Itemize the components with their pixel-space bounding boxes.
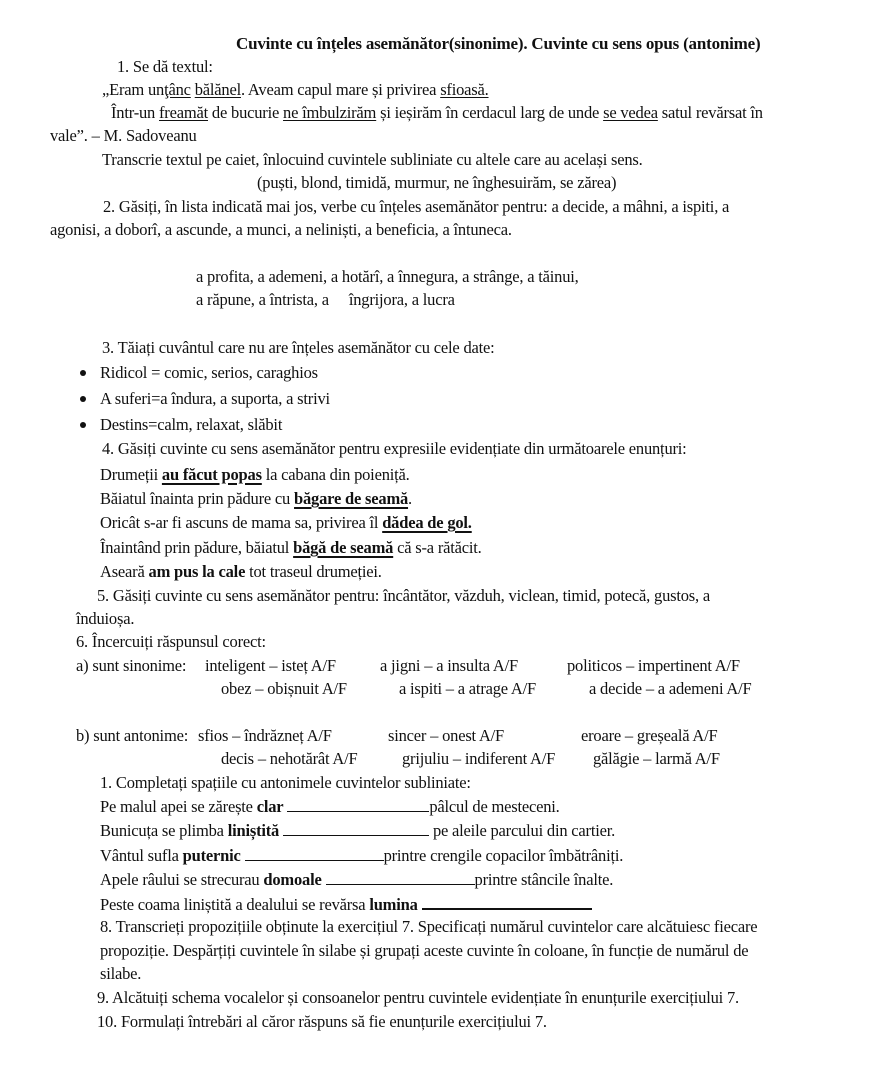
text: Vântul sufla (100, 846, 183, 865)
ex3-item: A suferi=a îndura, a suporta, a strivi (100, 389, 330, 408)
ex6-b-item: grijuliu – indiferent A/F (402, 749, 556, 768)
text: tot traseul drumeției. (245, 562, 382, 581)
bold-word: clar (256, 797, 284, 816)
ex5-line1: 5. Găsiți cuvinte cu sens asemănător pentru: încântător, văzduh, viclean, timid, potecă, gustos, a (97, 586, 710, 605)
ex6-a-item: obez – obișnuit A/F (221, 679, 347, 698)
ex6-b-item: eroare – greșeală A/F (581, 726, 718, 745)
ex6-b-item: sincer – onest A/F (388, 726, 505, 745)
text: . Aveam capul mare și privirea (240, 80, 441, 99)
underlined-word: freamăt (159, 103, 208, 122)
ex4-sentence (100, 513, 472, 533)
ex6-a-item: inteligent – isteț A/F (205, 656, 336, 675)
answer-blank[interactable] (283, 821, 429, 836)
bullet-icon (80, 422, 86, 428)
ex7-sentence (100, 870, 613, 890)
ex1-instruction: Transcrie textul pe caiet, înlocuind cuvintele subliniate cu altele care au același sens. (102, 150, 643, 169)
ex3-item: Destins=calm, relaxat, slăbit (100, 415, 283, 434)
text: Apele râului se strecurau (100, 870, 264, 889)
ex4-sentence (100, 489, 412, 509)
underlined-word: ţânc (164, 80, 191, 99)
ex6-a-item: a decide – a ademeni A/F (589, 679, 752, 698)
bold-word: liniștită (227, 821, 280, 840)
ex2-line1: 2. Găsiți, în lista indicată mai jos, verbe cu înțeles asemănător pentru: a decide, a mâhni, a ispiti, a (103, 197, 730, 216)
ex6-b-item: gălăgie – larmă A/F (593, 749, 720, 768)
text: Drumeții (100, 465, 162, 484)
ex3-item: Ridicol = comic, serios, caraghios (100, 363, 318, 382)
ex6-heading: 6. Încercuiți răspunsul corect: (76, 632, 266, 651)
bullet-icon (80, 396, 86, 402)
text: de bucurie (208, 103, 284, 122)
ex7-heading: 1. Completați spațiile cu antonimele cuvintelor subliniate: (100, 773, 471, 792)
underlined-word: se vedea (603, 103, 658, 122)
ex10-text: 10. Formulați întrebări al căror răspuns să fie enunțurile exercițiului 7. (97, 1012, 547, 1031)
ex5-line2: înduioșa. (76, 609, 135, 628)
highlighted-expression: am pus la cale (148, 562, 246, 581)
ex3-heading: 3. Tăiați cuvântul care nu are înțeles asemănător cu cele date: (102, 338, 495, 357)
highlighted-expression: dădea de gol. (382, 513, 472, 532)
text: la cabana din poieniță. (261, 465, 410, 484)
ex6-a-item: politicos – impertinent A/F (567, 656, 740, 675)
text: printre crengile copacilor îmbătrâniți. (383, 846, 624, 865)
ex6-a-label: a) sunt sinonime: (76, 656, 187, 675)
ex4-sentence (100, 538, 482, 558)
ex2-line2: agonisi, a doborî, a ascunde, a munci, a neliniști, a beneficia, a întuneca. (50, 220, 512, 239)
text: . (408, 489, 412, 508)
ex1-hint: (puști, blond, timidă, murmur, ne înghesuirăm, se zărea) (257, 173, 617, 192)
text: Băiatul înainta prin pădure cu (100, 489, 295, 508)
highlighted-expression: băgare de seamă (294, 489, 409, 508)
text: îngrijora, a lucra (348, 290, 455, 309)
bullet-icon (80, 370, 86, 376)
text: că s-a rătăcit. (393, 538, 482, 557)
ex4-sentence (100, 465, 410, 485)
ex6-b-item: decis – nehotărât A/F (221, 749, 358, 768)
bold-word: lumina (369, 895, 418, 914)
underlined-word: sfioasă. (440, 80, 489, 99)
ex1-heading: 1. Se dă textul: (117, 57, 213, 76)
highlighted-expression: băgă de seamă (293, 538, 394, 557)
ex8-line1: 8. Transcrieți propozițiile obținute la exercițiul 7. Specificați numărul cuvintelor care alcătuiesc fiecare (100, 917, 758, 936)
ex2-list-line2 (196, 290, 455, 310)
ex6-b-item: sfios – îndrăzneț A/F (198, 726, 332, 745)
answer-blank[interactable] (245, 846, 384, 861)
ex6-a-item: a ispiti – a atrage A/F (399, 679, 536, 698)
ex4-sentence (100, 562, 382, 582)
ex4-heading: 4. Găsiți cuvinte cu sens asemănător pentru expresiile evidențiate din următoarele enunțuri: (102, 439, 687, 458)
answer-blank[interactable] (422, 894, 592, 910)
ex1-text-line1 (102, 80, 489, 100)
ex2-list-line1: a profita, a ademeni, a hotărî, a înnegura, a strânge, a tăinui, (196, 267, 579, 286)
ex1-text-line2 (111, 103, 763, 123)
text: pâlcul de mesteceni. (429, 797, 560, 816)
text: a răpune, a întrista, a (196, 290, 329, 309)
answer-blank[interactable] (326, 870, 475, 885)
text: Bunicuța se plimba (100, 821, 228, 840)
bold-word: puternic (182, 846, 241, 865)
text: și ieșirăm în cerdacul larg de unde (376, 103, 604, 122)
text: satul revărsat în (657, 103, 763, 122)
text: Peste coama liniștită a dealului se revărsa (100, 895, 370, 914)
ex7-sentence (100, 846, 623, 866)
text: printre stâncile înalte. (474, 870, 614, 889)
text: Oricât s-ar fi ascuns de mama sa, privirea îl (100, 513, 383, 532)
underlined-word: bălănel (194, 80, 241, 99)
ex7-sentence (100, 821, 615, 841)
highlighted-expression: au făcut popas (161, 465, 262, 484)
bold-word: domoale (263, 870, 322, 889)
text: Într-un (111, 103, 160, 122)
ex9-text: 9. Alcătuiți schema vocalelor și consoanelor pentru cuvintele evidențiate în enunțurile exercițiului 7. (97, 988, 739, 1007)
answer-blank[interactable] (287, 797, 429, 812)
text: Aseară (100, 562, 149, 581)
text: „Eram un (102, 80, 165, 99)
ex6-b-label: b) sunt antonime: (76, 726, 189, 745)
underlined-word: ne îmbulzirăm (283, 103, 377, 122)
ex7-sentence (100, 894, 592, 915)
ex8-line2: propoziție. Despărțiți cuvintele în silabe și grupați aceste cuvinte în coloane, în funcție de numărul de (100, 941, 749, 960)
text: Înaintând prin pădure, băiatul (100, 538, 294, 557)
page-title: Cuvinte cu înțeles asemănător(sinonime). Cuvinte cu sens opus (antonime) (236, 34, 761, 53)
ex6-a-item: a jigni – a insulta A/F (380, 656, 518, 675)
text: Pe malul apei se zărește (100, 797, 257, 816)
text: pe aleile parcului din cartier. (429, 821, 616, 840)
ex8-line3: silabe. (100, 964, 142, 983)
ex7-sentence (100, 797, 560, 817)
ex1-text-line3: vale”. – M. Sadoveanu (50, 126, 197, 145)
